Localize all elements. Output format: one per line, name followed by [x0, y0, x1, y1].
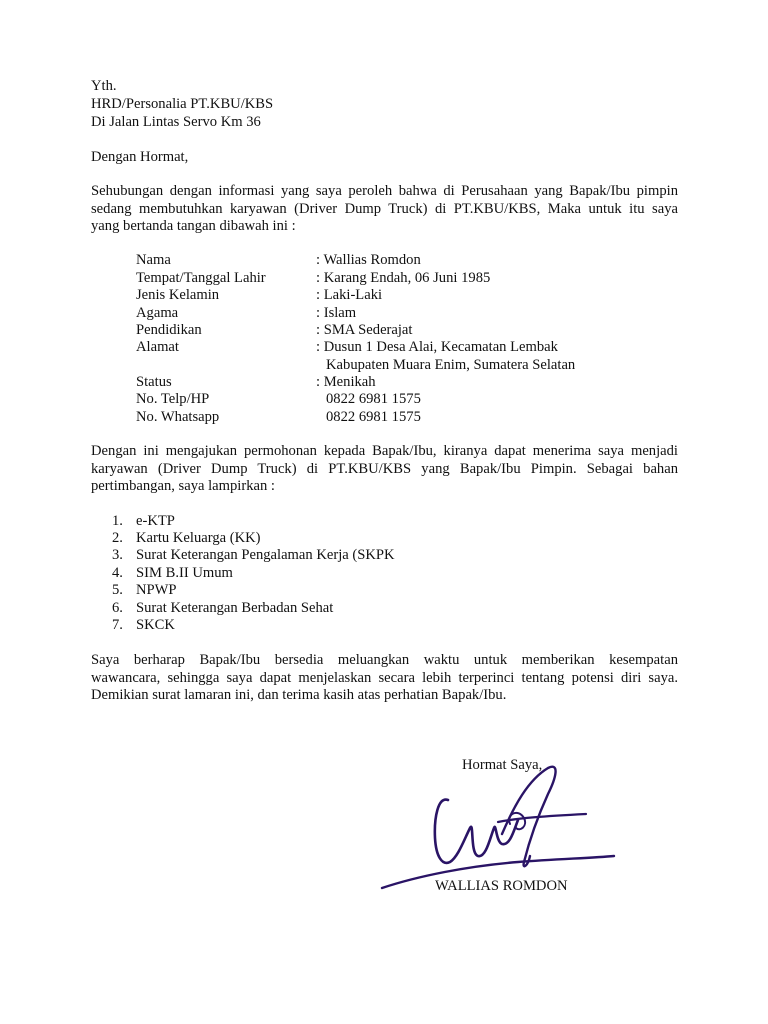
list-item: SIM B.II Umum [136, 565, 233, 581]
list-item-number: 5. [112, 582, 123, 598]
field-value-jenis-kelamin: : Laki-Laki [316, 287, 383, 303]
closing-greeting: Hormat Saya, [462, 757, 543, 773]
list-item-number: 4. [112, 565, 123, 581]
list-item-number: 6. [112, 600, 123, 616]
list-item-number: 7. [112, 617, 123, 633]
field-value-nama: : Wallias Romdon [316, 252, 421, 268]
field-value-agama: : Islam [316, 305, 357, 321]
application-line: karyawan (Driver Dump Truck) di PT.KBU/KBS yang Bapak/Ibu Pimpin. Sebagai bahan [91, 460, 678, 477]
field-value-pendidikan: : SMA Sederajat [316, 322, 413, 338]
field-value-alamat-cont: Kabupaten Muara Enim, Sumatera Selatan [326, 357, 576, 373]
salutation: Dengan Hormat, [91, 149, 189, 165]
intro-paragraph [91, 183, 678, 236]
field-label-status: Status [136, 374, 172, 390]
field-label-ttl: Tempat/Tanggal Lahir [136, 270, 266, 286]
intro-line: yang bertanda tangan dibawah ini : [91, 218, 296, 234]
closing-line: wawancara, sehingga saya dapat menjelaskan secara lebih terperinci tentang potensi diri saya. [91, 669, 678, 686]
list-item: NPWP [136, 582, 177, 598]
list-item: SKCK [136, 617, 175, 633]
field-label-alamat: Alamat [136, 339, 179, 355]
address-greeting: Yth. [91, 78, 117, 94]
handwritten-signature [378, 758, 618, 893]
application-paragraph [91, 443, 678, 496]
list-item: Surat Keterangan Pengalaman Kerja (SKPK [136, 547, 395, 563]
list-item: Surat Keterangan Berbadan Sehat [136, 600, 334, 616]
field-label-agama: Agama [136, 305, 179, 321]
list-item: Kartu Keluarga (KK) [136, 530, 261, 546]
address-location: Di Jalan Lintas Servo Km 36 [91, 114, 261, 130]
list-item-number: 3. [112, 547, 123, 563]
field-value-ttl: : Karang Endah, 06 Juni 1985 [316, 270, 491, 286]
field-value-alamat: : Dusun 1 Desa Alai, Kecamatan Lembak [316, 339, 558, 355]
field-label-telp: No. Telp/HP [136, 391, 210, 407]
field-label-nama: Nama [136, 252, 171, 268]
list-item-number: 1. [112, 513, 123, 529]
application-line: pertimbangan, saya lampirkan : [91, 478, 275, 494]
field-label-whatsapp: No. Whatsapp [136, 409, 220, 425]
field-value-telp: 0822 6981 1575 [326, 391, 421, 407]
signer-name: WALLIAS ROMDON [435, 878, 568, 894]
field-label-jenis-kelamin: Jenis Kelamin [136, 287, 220, 303]
address-recipient: HRD/Personalia PT.KBU/KBS [91, 96, 274, 112]
closing-paragraph [91, 652, 678, 705]
closing-line: Saya berharap Bapak/Ibu bersedia meluangkan waktu untuk memberikan kesempatan [91, 652, 678, 668]
field-value-whatsapp: 0822 6981 1575 [326, 409, 421, 425]
list-item: e-KTP [136, 513, 175, 529]
list-item-number: 2. [112, 530, 123, 546]
intro-line: sedang membutuhkan karyawan (Driver Dump Truck) di PT.KBU/KBS, Maka untuk itu saya [91, 200, 678, 217]
signature-strokes [382, 767, 614, 888]
signature-stroke [435, 800, 518, 863]
intro-line: Sehubungan dengan informasi yang saya peroleh bahwa di Perusahaan yang Bapak/Ibu pimpin [91, 183, 678, 199]
field-value-status: : Menikah [316, 374, 376, 390]
field-label-pendidikan: Pendidikan [136, 322, 202, 338]
closing-line: Demikian surat lamaran ini, dan terima kasih atas perhatian Bapak/Ibu. [91, 687, 507, 703]
application-line: Dengan ini mengajukan permohonan kepada Bapak/Ibu, kiranya dapat menerima saya menjadi [91, 443, 678, 459]
